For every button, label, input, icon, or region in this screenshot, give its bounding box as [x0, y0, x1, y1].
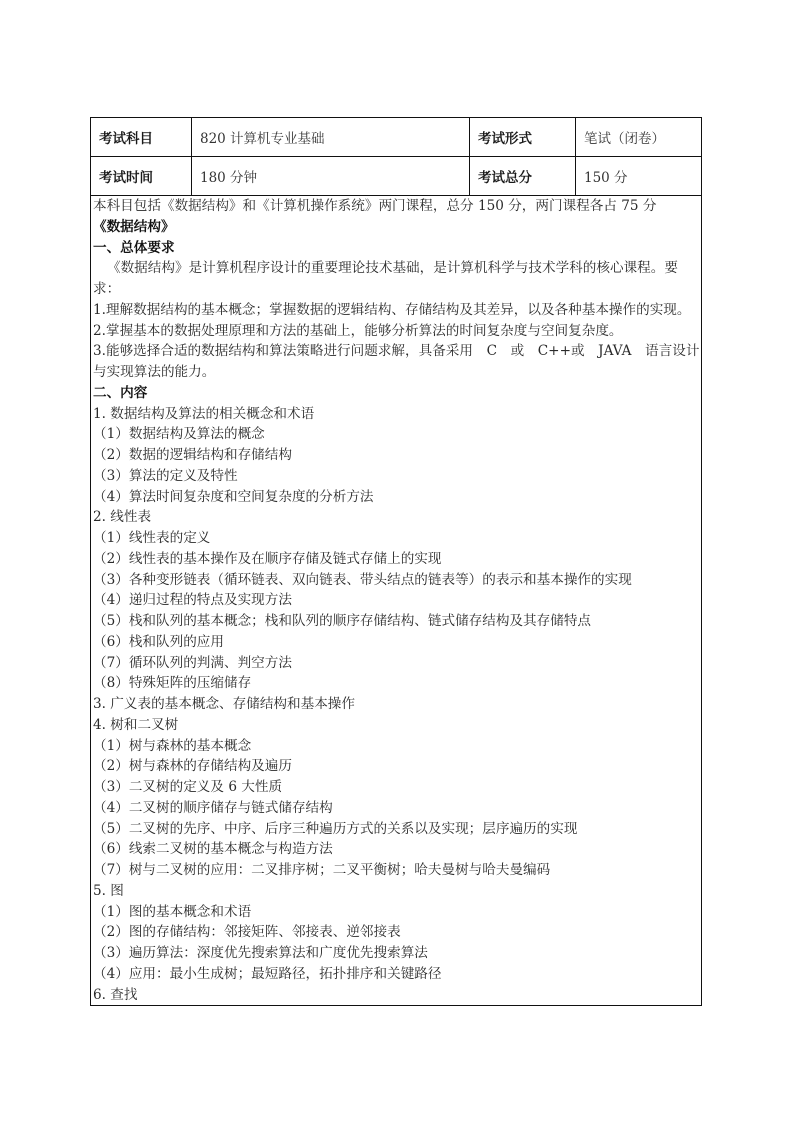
exam-time-value: 180 分钟: [192, 157, 470, 195]
syllabus-content: [91, 196, 701, 1005]
topic-item: （4）算法时间复杂度和空间复杂度的分析方法: [93, 488, 374, 505]
requirement-2: 2.掌握基本的数据处理原理和方法的基础上，能够分析算法的时间复杂度与空间复杂度。: [93, 322, 623, 339]
topic-item: （3）遍历算法：深度优先搜索算法和广度优先搜索算法: [93, 945, 428, 961]
topic-item: （3）各种变形链表（循环链表、双向链表、带头结点的链表等）的表示和基本操作的实现: [93, 571, 632, 588]
topic-item: （7）树与二叉树的应用：二叉排序树；二叉平衡树；哈夫曼树与哈夫曼编码: [93, 862, 551, 878]
topic-item: （3）二叉树的定义及 6 大性质: [93, 779, 283, 795]
topic-heading: 5. 图: [93, 882, 124, 899]
intro-text: 本科目包括《数据结构》和《计算机操作系统》两门课程，总分 150 分，两门课程各占 75 分: [93, 198, 657, 214]
topic-heading: 1. 数据结构及算法的相关概念和术语: [93, 405, 315, 422]
topic-heading: 3. 广义表的基本概念、存储结构和基本操作: [93, 696, 355, 712]
topic-item: （4）递归过程的特点及实现方法: [93, 592, 292, 609]
topic-item: （3）算法的定义及特性: [93, 467, 238, 484]
section-heading-content: 二、内容: [93, 384, 148, 401]
topic-item: （2）线性表的基本操作及在顺序存储及链式存储上的实现: [93, 550, 442, 567]
topic-item: （4）应用：最小生成树；最短路径，拓扑排序和关键路径: [93, 965, 442, 982]
topic-heading: 6. 查找: [93, 986, 138, 1003]
topic-item: （5）二叉树的先序、中序、后序三种遍历方式的关系以及实现；层序遍历的实现: [93, 820, 578, 837]
requirement-1: 1.理解数据结构的基本概念；掌握数据的逻辑结构、存储结构及其差异，以及各种基本操作的实现。: [93, 301, 691, 318]
course-title: 《数据结构》: [93, 218, 175, 235]
topic-item: （6）线索二叉树的基本概念与构造方法: [93, 841, 333, 858]
general-requirements-paragraph-cont: 求：: [93, 281, 121, 297]
topic-item: （2）图的存储结构：邻接矩阵、邻接表、逆邻接表: [93, 924, 401, 941]
total-score-value: 150 分: [584, 170, 628, 186]
exam-format-value: 笔试（闭卷）: [584, 131, 665, 147]
topic-heading: 4. 树和二叉树: [93, 716, 179, 733]
requirement-3-cont: 与实现算法的能力。: [93, 364, 216, 380]
topic-item: （6）栈和队列的应用: [93, 633, 224, 650]
topic-item: （8）特殊矩阵的压缩储存: [93, 675, 252, 692]
topic-item: （2）树与森林的存储结构及遍历: [93, 758, 292, 775]
topic-item: （1）图的基本概念和术语: [93, 903, 252, 920]
exam-time-label: 考试时间: [91, 157, 192, 195]
total-score-label: 考试总分: [470, 157, 576, 195]
topic-item: （2）数据的逻辑结构和存储结构: [93, 447, 292, 463]
exam-syllabus-table: [90, 117, 702, 1006]
topic-heading: 2. 线性表: [93, 509, 152, 526]
section-heading-general-requirements: 一、总体要求: [93, 239, 175, 256]
topic-item: （1）数据结构及算法的概念: [93, 426, 265, 443]
requirement-3: 3.能够选择合适的数据结构和算法策略进行问题求解，具备采用 C 或 C++或 JAVA 语言设计: [93, 343, 699, 360]
subject-value: 820 计算机专业基础: [192, 118, 470, 156]
topic-item: （7）循环队列的判满、判空方法: [93, 654, 292, 671]
topic-item: （5）栈和队列的基本概念；栈和队列的顺序存储结构、链式储存结构及其存储特点: [93, 613, 592, 629]
subject-label: 考试科目: [91, 118, 192, 156]
exam-info-row-2: [91, 157, 701, 196]
topic-item: （4）二叉树的顺序储存与链式储存结构: [93, 799, 333, 816]
topic-item: （1）线性表的定义: [93, 530, 211, 546]
exam-format-label: 考试形式: [470, 118, 576, 156]
exam-info-row-1: [91, 118, 701, 157]
topic-list: [93, 404, 699, 1006]
general-requirements-paragraph: 《数据结构》是计算机程序设计的重要理论技术基础，是计算机科学与技术学科的核心课程。要: [107, 260, 678, 277]
topic-item: （1）树与森林的基本概念: [93, 737, 252, 754]
